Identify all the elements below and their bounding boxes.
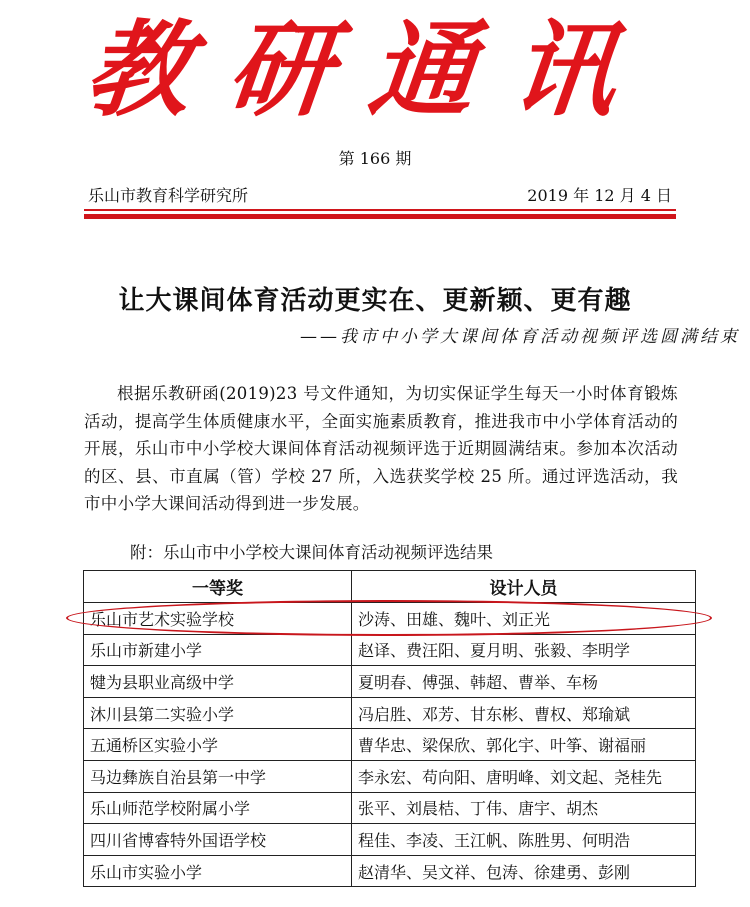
article-subheadline: ——我市中小学大课间体育活动视频评选圆满结束 xyxy=(300,327,740,347)
issue-number: 第 166 期 xyxy=(338,149,412,168)
table-row xyxy=(84,634,696,666)
article-headline: 让大课间体育活动更实在、更新颖、更有趣 xyxy=(118,286,632,316)
table-row xyxy=(84,855,696,887)
header-divider-thin xyxy=(84,209,676,211)
school-cell: 四川省博睿特外国语学校 xyxy=(84,824,352,856)
article-body: 根据乐教研函(2019)23 号文件通知，为切实保证学生每天一小时体育锻炼活动，提高学生体质健康水平，全面实施素质教育，推进我市中小学体育活动的开展，乐山市中小学校大课间体育活动视频评选于近期圆满结束。参加本次活动的区、县、市直属（管）学校 27 所，入选获奖学校 25 所。通过评选活动，我市中小学大课间活动得到进一步发展。 xyxy=(84,384,678,513)
school-cell: 乐山师范学校附属小学 xyxy=(84,792,352,824)
designers-cell: 程佳、李凌、王江帆、陈胜男、何明浩 xyxy=(352,824,696,856)
table-row xyxy=(84,666,696,698)
table-row xyxy=(84,824,696,856)
attachment-caption: 附：乐山市中小学校大课间体育活动视频评选结果 xyxy=(130,543,493,562)
designers-cell: 赵译、费汪阳、夏月明、张毅、李明学 xyxy=(352,634,696,666)
designers-cell: 赵清华、吴文祥、包涛、徐建勇、彭刚 xyxy=(352,855,696,887)
school-cell: 乐山市实验小学 xyxy=(84,855,352,887)
school-cell: 乐山市新建小学 xyxy=(84,634,352,666)
designers-cell: 沙涛、田雄、魏叶、刘正光 xyxy=(352,603,696,635)
school-cell: 犍为县职业高级中学 xyxy=(84,666,352,698)
table-row xyxy=(84,760,696,792)
table-row xyxy=(84,603,696,635)
header-award: 一等奖 xyxy=(84,571,352,603)
table-row xyxy=(84,792,696,824)
school-cell: 马边彝族自治县第一中学 xyxy=(84,760,352,792)
school-cell: 乐山市艺术实验学校 xyxy=(84,603,352,635)
header-divider-thick xyxy=(84,214,676,219)
school-cell: 沐川县第二实验小学 xyxy=(84,697,352,729)
table-row xyxy=(84,697,696,729)
results-table xyxy=(83,570,696,887)
designers-cell: 冯启胜、邓芳、甘东彬、曹权、郑瑜斌 xyxy=(352,697,696,729)
school-cell: 五通桥区实验小学 xyxy=(84,729,352,761)
publication-date: 2019 年 12 月 4 日 xyxy=(527,186,672,205)
table-row xyxy=(84,729,696,761)
designers-cell: 曹华忠、梁保欣、郭化宇、叶筝、谢福丽 xyxy=(352,729,696,761)
header-designers: 设计人员 xyxy=(352,571,696,603)
designers-cell: 李永宏、苟向阳、唐明峰、刘文起、尧桂先 xyxy=(352,760,696,792)
designers-cell: 张平、刘晨桔、丁伟、唐宇、胡杰 xyxy=(352,792,696,824)
masthead-title: 教研通讯 xyxy=(79,8,661,131)
publisher-name: 乐山市教育科学研究所 xyxy=(88,186,249,205)
designers-cell: 夏明春、傅强、韩超、曹举、车杨 xyxy=(352,666,696,698)
table-header-row xyxy=(84,571,696,603)
